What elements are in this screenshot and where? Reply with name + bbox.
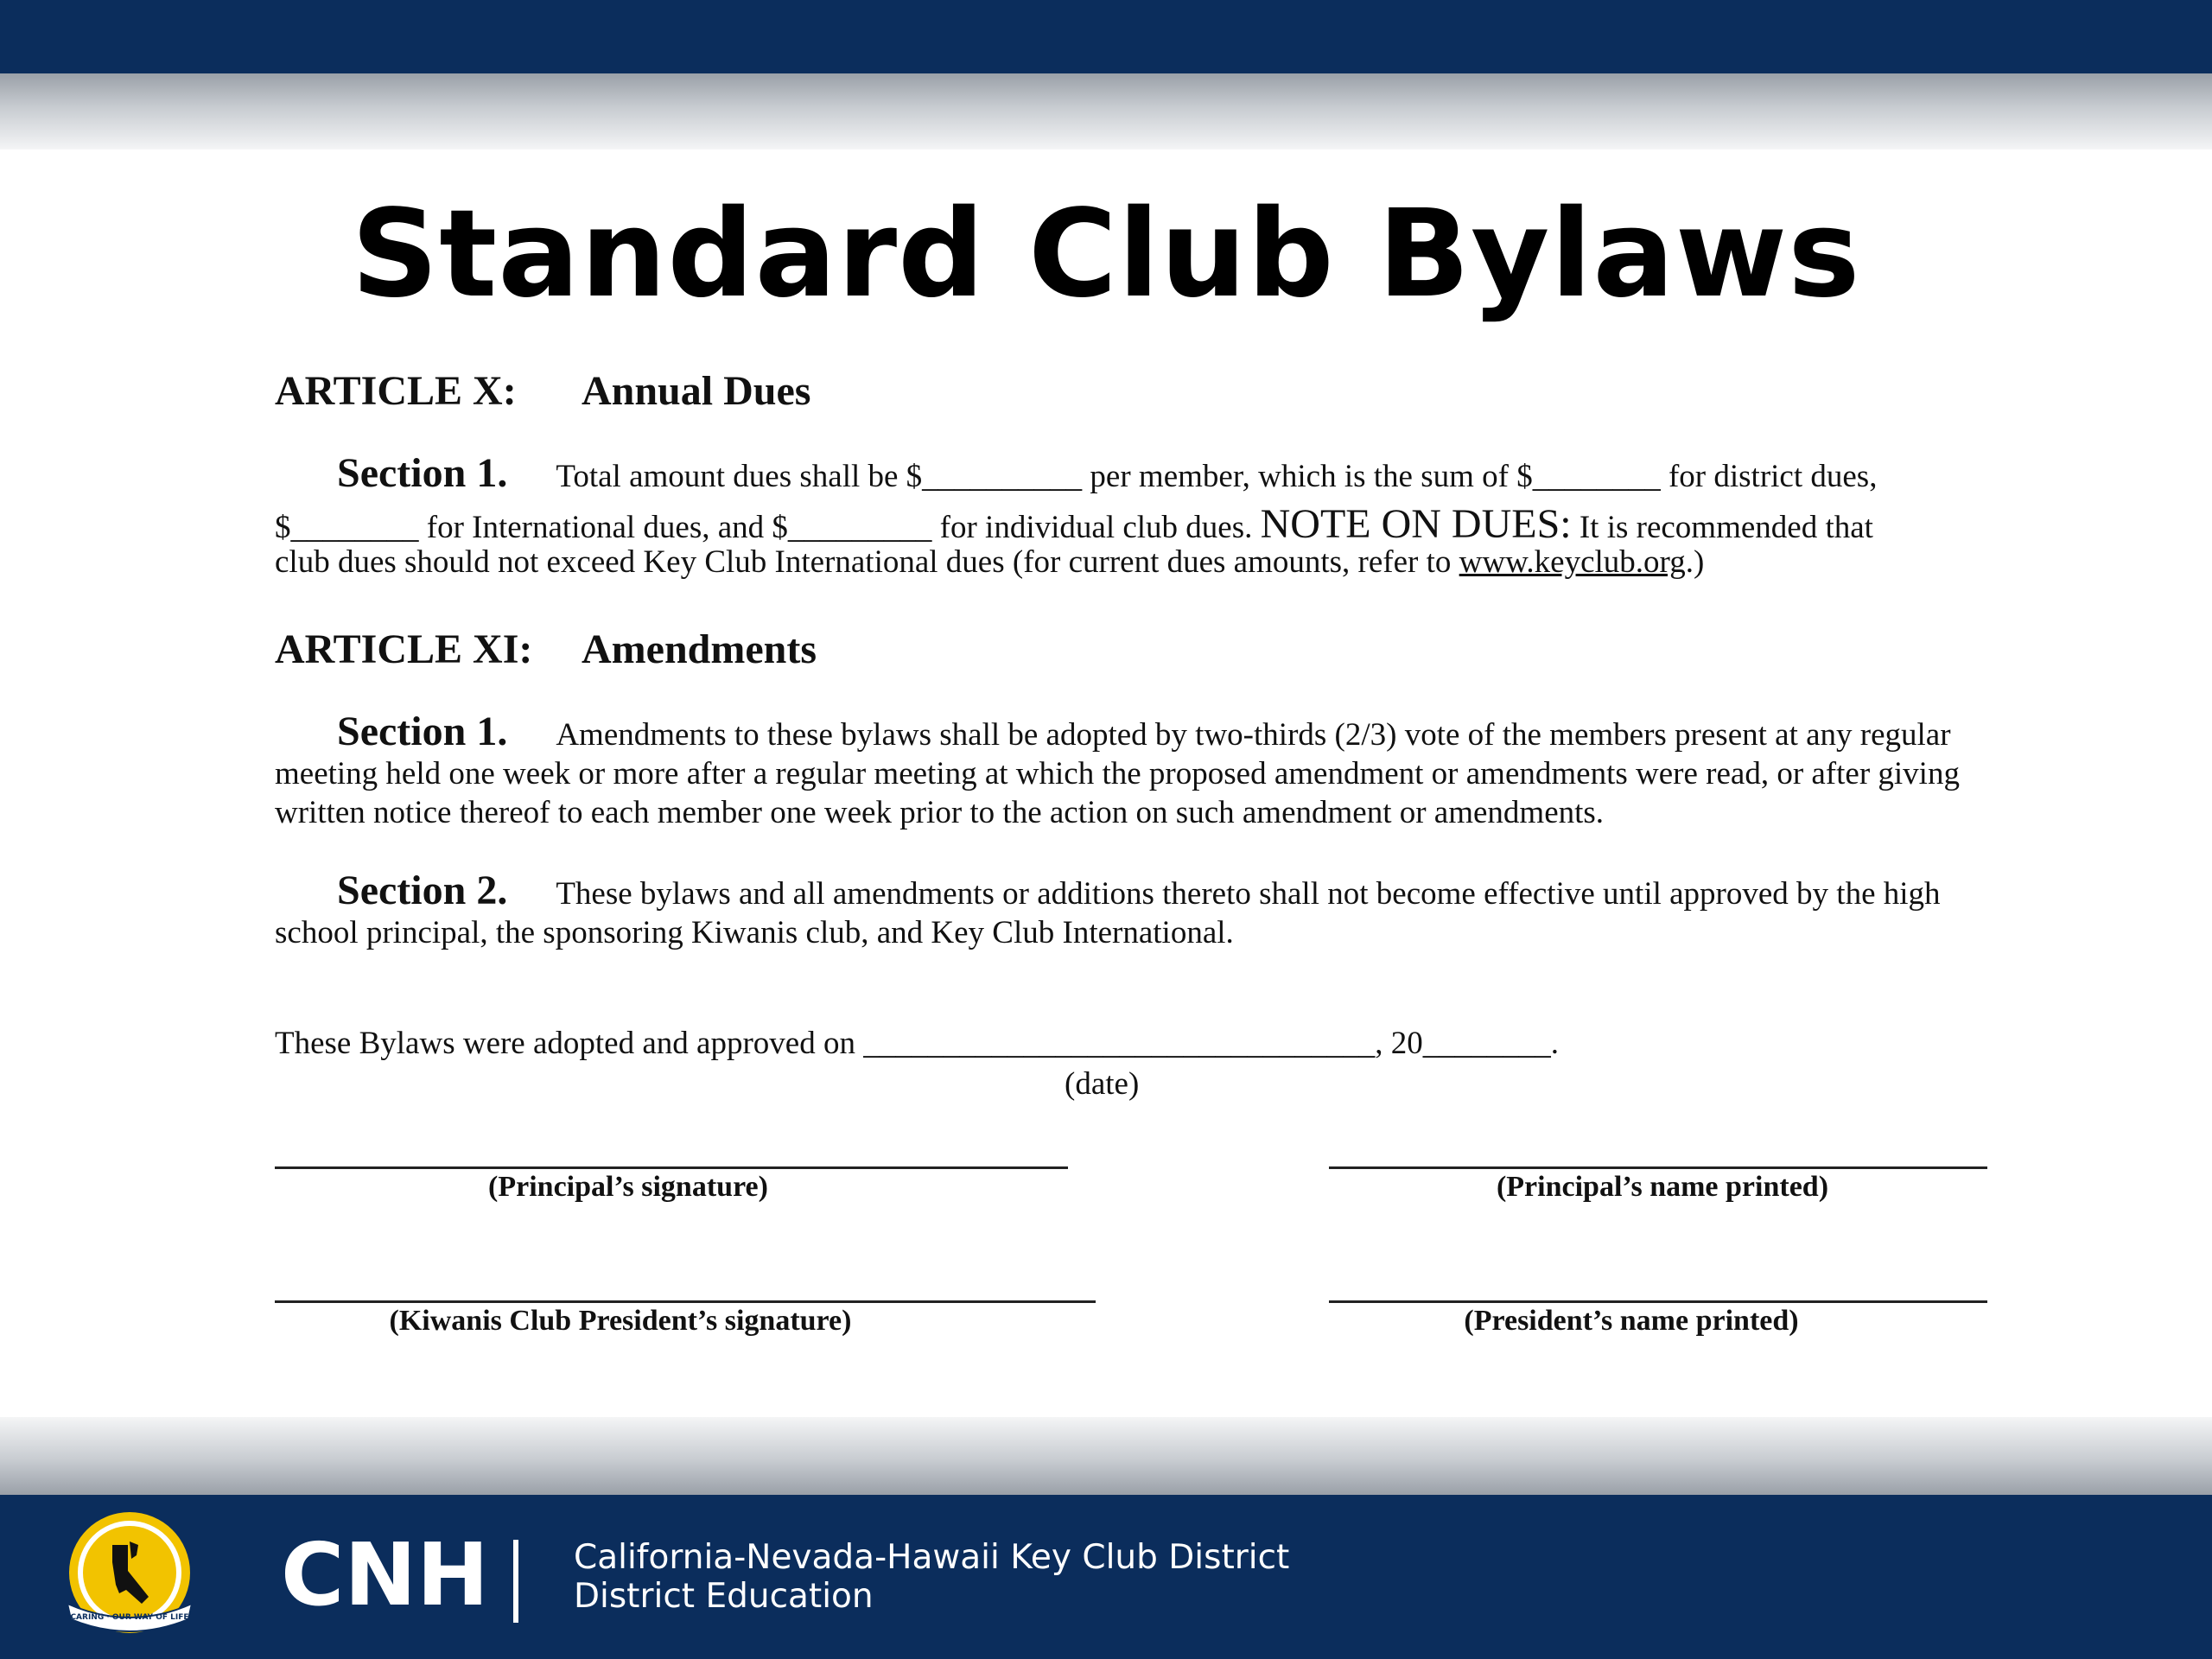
principal-name-label: (Principal’s name printed): [1496, 1171, 1829, 1203]
district-line-2: District Education: [574, 1577, 874, 1616]
approval-text: These bylaws and all amendments or additions thereto shall not become effective until approved by the high school principal, the sponsoring Kiwanis club, and Key Club International.: [275, 876, 1941, 950]
key-club-logo-icon: [59, 1510, 200, 1640]
amendments-text: Amendments to these bylaws shall be adopted by two-thirds (2/3) vote of the members present at any regular meeting held one week or more after a regular meeting at which the proposed amendment or amendments were read, or after giving written notice thereof to each member one week prior to the action on such amendment or amendments.: [275, 717, 1960, 830]
principal-name-line: [1329, 1166, 1987, 1169]
article-xi-section-1: [275, 709, 1990, 832]
bottom-gradient: [0, 1417, 2212, 1495]
president-name-label: (President’s name printed): [1464, 1305, 1799, 1337]
article-x-section-1: [275, 450, 1990, 580]
cnh-brand: CNH: [281, 1524, 489, 1625]
article-xi-section-2: [275, 868, 1990, 952]
article-xi-title: Amendments: [582, 626, 817, 672]
president-name-line: [1329, 1300, 1987, 1303]
article-x-title: Annual Dues: [582, 368, 811, 414]
district-line-1: California-Nevada-Hawaii Key Club District: [574, 1538, 1290, 1577]
dues-text-5: .): [1685, 544, 1705, 580]
adoption-line: These Bylaws were adopted and approved on ________________________________, 20________.: [275, 1026, 1559, 1061]
dues-text-3: It is recommended that: [1579, 510, 1873, 545]
dues-text-2: $________ for International dues, and $_________ for individual club dues.: [275, 510, 1253, 545]
principal-signature-label: (Principal’s signature): [488, 1171, 768, 1203]
kiwanis-signature-line: [275, 1300, 1096, 1303]
dues-text-4: club dues should not exceed Key Club International dues (for current dues amounts, refer to: [275, 544, 1452, 580]
svg-text:CARING · OUR WAY OF LIFE: CARING · OUR WAY OF LIFE: [70, 1613, 189, 1622]
brand-divider: [513, 1540, 518, 1623]
top-gradient: [0, 73, 2212, 149]
section-label: Section 1.: [337, 450, 508, 496]
article-x-heading: [275, 367, 810, 415]
dues-text-1: Total amount dues shall be $__________ per member, which is the sum of $________ for district dues,: [556, 459, 1878, 494]
article-x-number: ARTICLE X:: [275, 368, 517, 414]
note-on-dues: NOTE ON DUES:: [1260, 501, 1572, 547]
section-label: Section 2.: [337, 868, 508, 913]
article-xi-heading: [275, 626, 817, 673]
article-xi-number: ARTICLE XI:: [275, 626, 533, 672]
section-label: Section 1.: [337, 709, 508, 754]
district-name: [574, 1538, 1289, 1616]
slide-title: Standard Club Bylaws: [351, 184, 1861, 325]
date-label: (date): [1065, 1066, 1140, 1102]
principal-signature-line: [275, 1166, 1068, 1169]
kiwanis-signature-label: (Kiwanis Club President’s signature): [389, 1305, 852, 1337]
top-banner: [0, 0, 2212, 73]
keyclub-link[interactable]: www.keyclub.org: [1459, 544, 1686, 580]
